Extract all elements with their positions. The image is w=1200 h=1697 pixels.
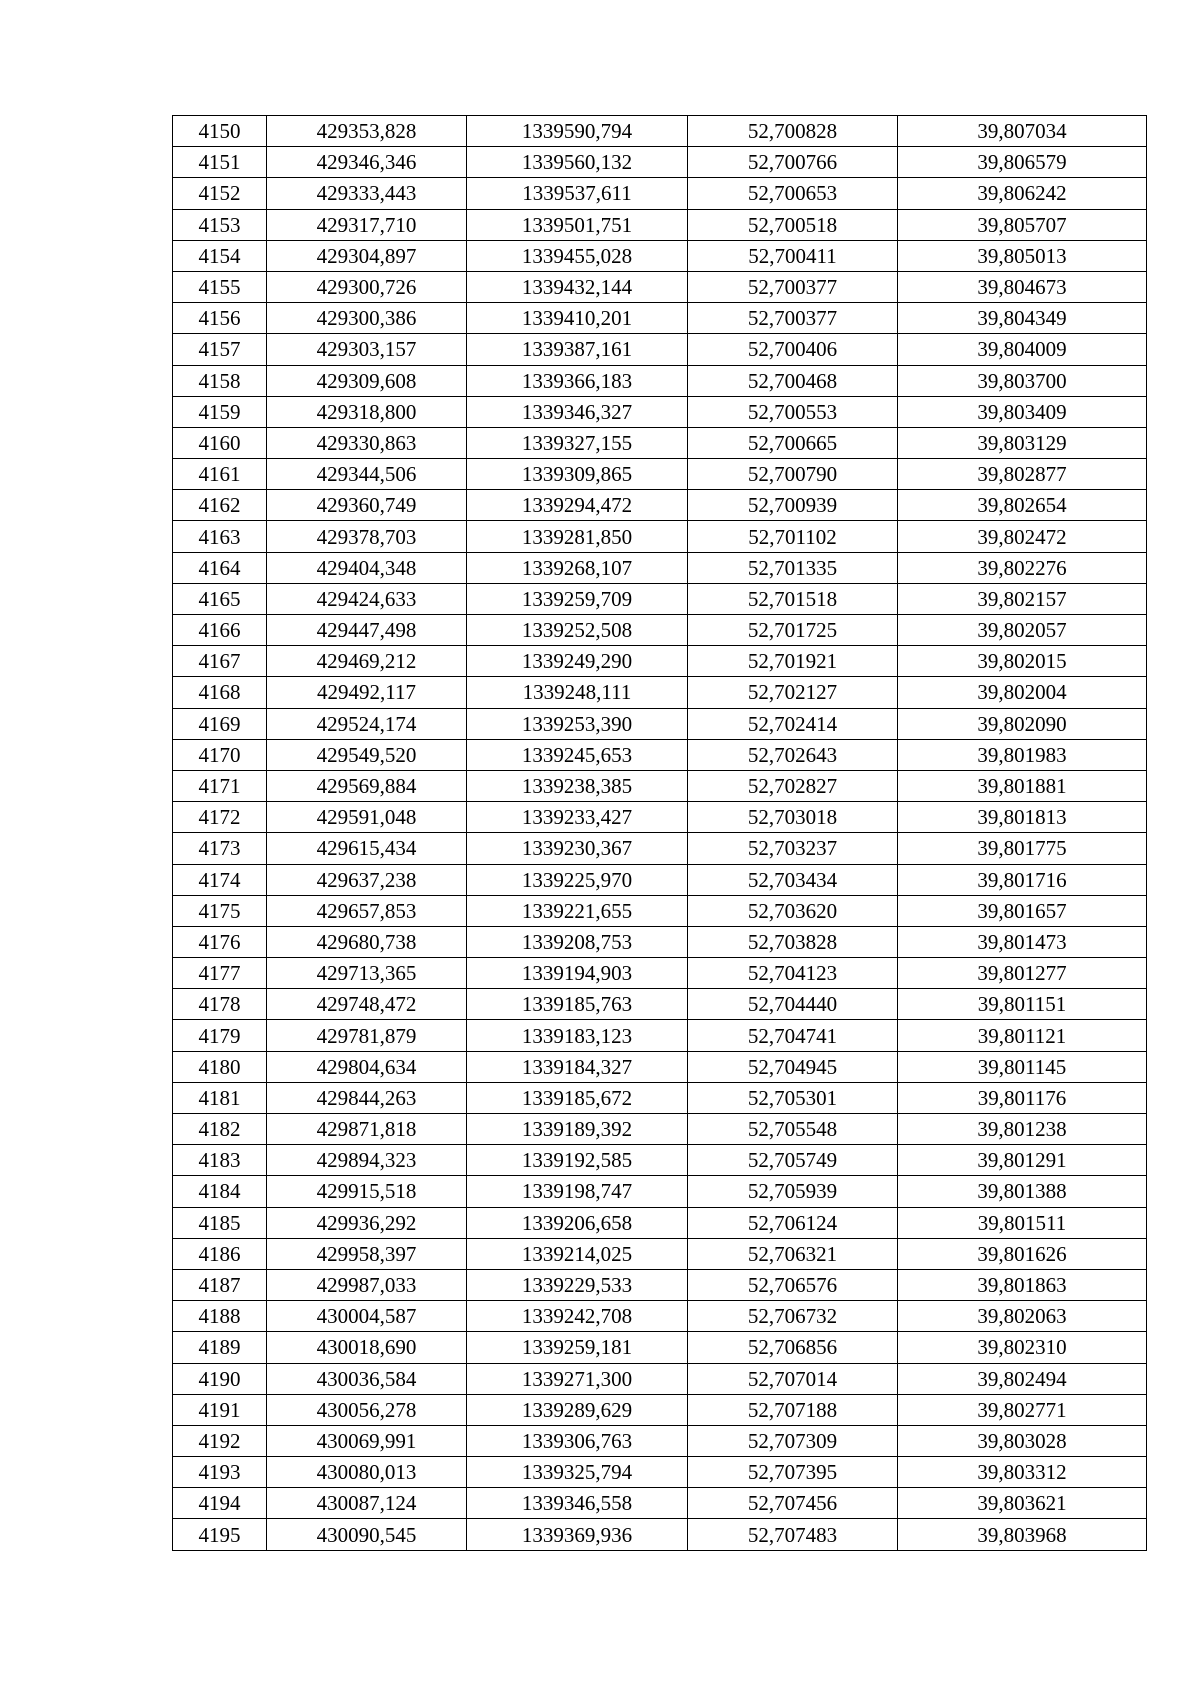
coordinates-table — [172, 115, 1147, 1551]
point-number-cell: 4163 — [173, 521, 267, 552]
y-coordinate-cell: 1339229,533 — [467, 1269, 688, 1300]
latitude-cell: 52,700377 — [688, 271, 898, 302]
table-row — [173, 116, 1147, 147]
latitude-cell: 52,705939 — [688, 1176, 898, 1207]
point-number-cell: 4188 — [173, 1301, 267, 1332]
longitude-cell: 39,802057 — [898, 615, 1147, 646]
x-coordinate-cell: 429615,434 — [267, 833, 467, 864]
point-number-cell: 4181 — [173, 1082, 267, 1113]
point-number-cell: 4165 — [173, 583, 267, 614]
table-row — [173, 1176, 1147, 1207]
latitude-cell: 52,700377 — [688, 303, 898, 334]
longitude-cell: 39,801863 — [898, 1269, 1147, 1300]
table-row — [173, 864, 1147, 895]
y-coordinate-cell: 1339289,629 — [467, 1394, 688, 1425]
point-number-cell: 4194 — [173, 1488, 267, 1519]
table-row — [173, 365, 1147, 396]
x-coordinate-cell: 429469,212 — [267, 646, 467, 677]
latitude-cell: 52,706732 — [688, 1301, 898, 1332]
table-row — [173, 1519, 1147, 1550]
y-coordinate-cell: 1339183,123 — [467, 1020, 688, 1051]
longitude-cell: 39,802004 — [898, 677, 1147, 708]
y-coordinate-cell: 1339259,181 — [467, 1332, 688, 1363]
latitude-cell: 52,703828 — [688, 926, 898, 957]
x-coordinate-cell: 429353,828 — [267, 116, 467, 147]
y-coordinate-cell: 1339206,658 — [467, 1207, 688, 1238]
x-coordinate-cell: 429404,348 — [267, 552, 467, 583]
y-coordinate-cell: 1339387,161 — [467, 334, 688, 365]
x-coordinate-cell: 429987,033 — [267, 1269, 467, 1300]
longitude-cell: 39,802090 — [898, 708, 1147, 739]
x-coordinate-cell: 429424,633 — [267, 583, 467, 614]
point-number-cell: 4174 — [173, 864, 267, 895]
latitude-cell: 52,707395 — [688, 1457, 898, 1488]
y-coordinate-cell: 1339259,709 — [467, 583, 688, 614]
point-number-cell: 4176 — [173, 926, 267, 957]
latitude-cell: 52,705548 — [688, 1114, 898, 1145]
longitude-cell: 39,803028 — [898, 1425, 1147, 1456]
y-coordinate-cell: 1339248,111 — [467, 677, 688, 708]
longitude-cell: 39,803312 — [898, 1457, 1147, 1488]
point-number-cell: 4167 — [173, 646, 267, 677]
point-number-cell: 4195 — [173, 1519, 267, 1550]
longitude-cell: 39,802310 — [898, 1332, 1147, 1363]
latitude-cell: 52,707188 — [688, 1394, 898, 1425]
point-number-cell: 4193 — [173, 1457, 267, 1488]
latitude-cell: 52,702127 — [688, 677, 898, 708]
point-number-cell: 4187 — [173, 1269, 267, 1300]
x-coordinate-cell: 429781,879 — [267, 1020, 467, 1051]
x-coordinate-cell: 429300,386 — [267, 303, 467, 334]
longitude-cell: 39,804349 — [898, 303, 1147, 334]
point-number-cell: 4191 — [173, 1394, 267, 1425]
x-coordinate-cell: 429318,800 — [267, 396, 467, 427]
x-coordinate-cell: 429333,443 — [267, 178, 467, 209]
x-coordinate-cell: 429378,703 — [267, 521, 467, 552]
longitude-cell: 39,803129 — [898, 427, 1147, 458]
x-coordinate-cell: 429680,738 — [267, 926, 467, 957]
longitude-cell: 39,801511 — [898, 1207, 1147, 1238]
table-row — [173, 958, 1147, 989]
longitude-cell: 39,801291 — [898, 1145, 1147, 1176]
x-coordinate-cell: 429524,174 — [267, 708, 467, 739]
y-coordinate-cell: 1339252,508 — [467, 615, 688, 646]
latitude-cell: 52,701335 — [688, 552, 898, 583]
latitude-cell: 52,705301 — [688, 1082, 898, 1113]
point-number-cell: 4154 — [173, 240, 267, 271]
x-coordinate-cell: 429936,292 — [267, 1207, 467, 1238]
latitude-cell: 52,704741 — [688, 1020, 898, 1051]
coordinates-table-body — [173, 116, 1147, 1551]
latitude-cell: 52,703620 — [688, 895, 898, 926]
table-row — [173, 739, 1147, 770]
longitude-cell: 39,802063 — [898, 1301, 1147, 1332]
longitude-cell: 39,806242 — [898, 178, 1147, 209]
table-row — [173, 240, 1147, 271]
x-coordinate-cell: 429894,323 — [267, 1145, 467, 1176]
y-coordinate-cell: 1339185,763 — [467, 989, 688, 1020]
x-coordinate-cell: 429804,634 — [267, 1051, 467, 1082]
table-row — [173, 646, 1147, 677]
x-coordinate-cell: 429657,853 — [267, 895, 467, 926]
point-number-cell: 4152 — [173, 178, 267, 209]
latitude-cell: 52,704123 — [688, 958, 898, 989]
table-row — [173, 802, 1147, 833]
point-number-cell: 4171 — [173, 770, 267, 801]
point-number-cell: 4179 — [173, 1020, 267, 1051]
point-number-cell: 4185 — [173, 1207, 267, 1238]
y-coordinate-cell: 1339214,025 — [467, 1238, 688, 1269]
x-coordinate-cell: 430036,584 — [267, 1363, 467, 1394]
longitude-cell: 39,801151 — [898, 989, 1147, 1020]
latitude-cell: 52,707483 — [688, 1519, 898, 1550]
table-row — [173, 552, 1147, 583]
x-coordinate-cell: 429303,157 — [267, 334, 467, 365]
table-row — [173, 895, 1147, 926]
y-coordinate-cell: 1339346,327 — [467, 396, 688, 427]
latitude-cell: 52,700406 — [688, 334, 898, 365]
latitude-cell: 52,701518 — [688, 583, 898, 614]
y-coordinate-cell: 1339281,850 — [467, 521, 688, 552]
latitude-cell: 52,702643 — [688, 739, 898, 770]
point-number-cell: 4170 — [173, 739, 267, 770]
table-row — [173, 708, 1147, 739]
document-page — [172, 115, 1146, 1551]
x-coordinate-cell: 430090,545 — [267, 1519, 467, 1550]
x-coordinate-cell: 430056,278 — [267, 1394, 467, 1425]
longitude-cell: 39,802877 — [898, 459, 1147, 490]
latitude-cell: 52,700468 — [688, 365, 898, 396]
latitude-cell: 52,705749 — [688, 1145, 898, 1176]
x-coordinate-cell: 429360,749 — [267, 490, 467, 521]
latitude-cell: 52,706576 — [688, 1269, 898, 1300]
y-coordinate-cell: 1339560,132 — [467, 147, 688, 178]
table-row — [173, 521, 1147, 552]
x-coordinate-cell: 429748,472 — [267, 989, 467, 1020]
longitude-cell: 39,801238 — [898, 1114, 1147, 1145]
table-row — [173, 1114, 1147, 1145]
point-number-cell: 4161 — [173, 459, 267, 490]
table-row — [173, 615, 1147, 646]
x-coordinate-cell: 429492,117 — [267, 677, 467, 708]
latitude-cell: 52,700411 — [688, 240, 898, 271]
point-number-cell: 4168 — [173, 677, 267, 708]
table-row — [173, 677, 1147, 708]
table-row — [173, 459, 1147, 490]
latitude-cell: 52,701921 — [688, 646, 898, 677]
x-coordinate-cell: 429915,518 — [267, 1176, 467, 1207]
longitude-cell: 39,802157 — [898, 583, 1147, 614]
point-number-cell: 4156 — [173, 303, 267, 334]
latitude-cell: 52,701102 — [688, 521, 898, 552]
point-number-cell: 4159 — [173, 396, 267, 427]
x-coordinate-cell: 430087,124 — [267, 1488, 467, 1519]
table-row — [173, 1363, 1147, 1394]
table-row — [173, 770, 1147, 801]
table-row — [173, 1488, 1147, 1519]
latitude-cell: 52,707014 — [688, 1363, 898, 1394]
longitude-cell: 39,802015 — [898, 646, 1147, 677]
longitude-cell: 39,801388 — [898, 1176, 1147, 1207]
point-number-cell: 4189 — [173, 1332, 267, 1363]
table-row — [173, 989, 1147, 1020]
x-coordinate-cell: 429317,710 — [267, 209, 467, 240]
y-coordinate-cell: 1339294,472 — [467, 490, 688, 521]
point-number-cell: 4153 — [173, 209, 267, 240]
x-coordinate-cell: 430004,587 — [267, 1301, 467, 1332]
point-number-cell: 4158 — [173, 365, 267, 396]
x-coordinate-cell: 429591,048 — [267, 802, 467, 833]
longitude-cell: 39,806579 — [898, 147, 1147, 178]
y-coordinate-cell: 1339192,585 — [467, 1145, 688, 1176]
x-coordinate-cell: 429549,520 — [267, 739, 467, 770]
longitude-cell: 39,801657 — [898, 895, 1147, 926]
latitude-cell: 52,703434 — [688, 864, 898, 895]
x-coordinate-cell: 429637,238 — [267, 864, 467, 895]
point-number-cell: 4166 — [173, 615, 267, 646]
longitude-cell: 39,803968 — [898, 1519, 1147, 1550]
table-row — [173, 1207, 1147, 1238]
point-number-cell: 4184 — [173, 1176, 267, 1207]
longitude-cell: 39,802654 — [898, 490, 1147, 521]
y-coordinate-cell: 1339537,611 — [467, 178, 688, 209]
latitude-cell: 52,706856 — [688, 1332, 898, 1363]
table-row — [173, 178, 1147, 209]
latitude-cell: 52,700653 — [688, 178, 898, 209]
table-row — [173, 1332, 1147, 1363]
table-row — [173, 1020, 1147, 1051]
y-coordinate-cell: 1339268,107 — [467, 552, 688, 583]
y-coordinate-cell: 1339369,936 — [467, 1519, 688, 1550]
table-row — [173, 1051, 1147, 1082]
x-coordinate-cell: 429871,818 — [267, 1114, 467, 1145]
point-number-cell: 4157 — [173, 334, 267, 365]
longitude-cell: 39,801881 — [898, 770, 1147, 801]
x-coordinate-cell: 429346,346 — [267, 147, 467, 178]
latitude-cell: 52,701725 — [688, 615, 898, 646]
longitude-cell: 39,805707 — [898, 209, 1147, 240]
y-coordinate-cell: 1339208,753 — [467, 926, 688, 957]
latitude-cell: 52,704945 — [688, 1051, 898, 1082]
x-coordinate-cell: 429958,397 — [267, 1238, 467, 1269]
longitude-cell: 39,801121 — [898, 1020, 1147, 1051]
y-coordinate-cell: 1339325,794 — [467, 1457, 688, 1488]
table-row — [173, 490, 1147, 521]
table-row — [173, 1394, 1147, 1425]
x-coordinate-cell: 429330,863 — [267, 427, 467, 458]
table-row — [173, 427, 1147, 458]
y-coordinate-cell: 1339184,327 — [467, 1051, 688, 1082]
table-row — [173, 303, 1147, 334]
longitude-cell: 39,807034 — [898, 116, 1147, 147]
latitude-cell: 52,702827 — [688, 770, 898, 801]
latitude-cell: 52,707456 — [688, 1488, 898, 1519]
latitude-cell: 52,703018 — [688, 802, 898, 833]
table-row — [173, 1269, 1147, 1300]
x-coordinate-cell: 430018,690 — [267, 1332, 467, 1363]
longitude-cell: 39,801145 — [898, 1051, 1147, 1082]
longitude-cell: 39,802494 — [898, 1363, 1147, 1394]
x-coordinate-cell: 429713,365 — [267, 958, 467, 989]
y-coordinate-cell: 1339198,747 — [467, 1176, 688, 1207]
longitude-cell: 39,803409 — [898, 396, 1147, 427]
latitude-cell: 52,706124 — [688, 1207, 898, 1238]
y-coordinate-cell: 1339346,558 — [467, 1488, 688, 1519]
y-coordinate-cell: 1339221,655 — [467, 895, 688, 926]
x-coordinate-cell: 429569,884 — [267, 770, 467, 801]
longitude-cell: 39,802771 — [898, 1394, 1147, 1425]
x-coordinate-cell: 429344,506 — [267, 459, 467, 490]
x-coordinate-cell: 429300,726 — [267, 271, 467, 302]
y-coordinate-cell: 1339189,392 — [467, 1114, 688, 1145]
point-number-cell: 4190 — [173, 1363, 267, 1394]
table-row — [173, 147, 1147, 178]
point-number-cell: 4178 — [173, 989, 267, 1020]
latitude-cell: 52,700828 — [688, 116, 898, 147]
latitude-cell: 52,704440 — [688, 989, 898, 1020]
latitude-cell: 52,700766 — [688, 147, 898, 178]
point-number-cell: 4150 — [173, 116, 267, 147]
point-number-cell: 4180 — [173, 1051, 267, 1082]
longitude-cell: 39,801473 — [898, 926, 1147, 957]
latitude-cell: 52,700553 — [688, 396, 898, 427]
table-row — [173, 1082, 1147, 1113]
y-coordinate-cell: 1339590,794 — [467, 116, 688, 147]
y-coordinate-cell: 1339230,367 — [467, 833, 688, 864]
point-number-cell: 4186 — [173, 1238, 267, 1269]
point-number-cell: 4192 — [173, 1425, 267, 1456]
point-number-cell: 4162 — [173, 490, 267, 521]
point-number-cell: 4151 — [173, 147, 267, 178]
point-number-cell: 4175 — [173, 895, 267, 926]
point-number-cell: 4160 — [173, 427, 267, 458]
latitude-cell: 52,700939 — [688, 490, 898, 521]
point-number-cell: 4173 — [173, 833, 267, 864]
y-coordinate-cell: 1339327,155 — [467, 427, 688, 458]
latitude-cell: 52,703237 — [688, 833, 898, 864]
table-row — [173, 1145, 1147, 1176]
y-coordinate-cell: 1339455,028 — [467, 240, 688, 271]
y-coordinate-cell: 1339432,144 — [467, 271, 688, 302]
longitude-cell: 39,801983 — [898, 739, 1147, 770]
table-row — [173, 396, 1147, 427]
longitude-cell: 39,803700 — [898, 365, 1147, 396]
point-number-cell: 4169 — [173, 708, 267, 739]
y-coordinate-cell: 1339501,751 — [467, 209, 688, 240]
latitude-cell: 52,700518 — [688, 209, 898, 240]
point-number-cell: 4182 — [173, 1114, 267, 1145]
point-number-cell: 4183 — [173, 1145, 267, 1176]
longitude-cell: 39,801176 — [898, 1082, 1147, 1113]
y-coordinate-cell: 1339253,390 — [467, 708, 688, 739]
y-coordinate-cell: 1339225,970 — [467, 864, 688, 895]
longitude-cell: 39,802472 — [898, 521, 1147, 552]
x-coordinate-cell: 429309,608 — [267, 365, 467, 396]
point-number-cell: 4177 — [173, 958, 267, 989]
longitude-cell: 39,804009 — [898, 334, 1147, 365]
latitude-cell: 52,700790 — [688, 459, 898, 490]
x-coordinate-cell: 429844,263 — [267, 1082, 467, 1113]
y-coordinate-cell: 1339306,763 — [467, 1425, 688, 1456]
x-coordinate-cell: 429447,498 — [267, 615, 467, 646]
table-row — [173, 1301, 1147, 1332]
longitude-cell: 39,802276 — [898, 552, 1147, 583]
longitude-cell: 39,801626 — [898, 1238, 1147, 1269]
y-coordinate-cell: 1339233,427 — [467, 802, 688, 833]
x-coordinate-cell: 430069,991 — [267, 1425, 467, 1456]
longitude-cell: 39,805013 — [898, 240, 1147, 271]
table-row — [173, 271, 1147, 302]
y-coordinate-cell: 1339249,290 — [467, 646, 688, 677]
table-row — [173, 209, 1147, 240]
y-coordinate-cell: 1339410,201 — [467, 303, 688, 334]
point-number-cell: 4164 — [173, 552, 267, 583]
x-coordinate-cell: 430080,013 — [267, 1457, 467, 1488]
table-row — [173, 1457, 1147, 1488]
table-row — [173, 926, 1147, 957]
y-coordinate-cell: 1339242,708 — [467, 1301, 688, 1332]
longitude-cell: 39,804673 — [898, 271, 1147, 302]
table-row — [173, 334, 1147, 365]
longitude-cell: 39,801813 — [898, 802, 1147, 833]
y-coordinate-cell: 1339238,385 — [467, 770, 688, 801]
x-coordinate-cell: 429304,897 — [267, 240, 467, 271]
latitude-cell: 52,706321 — [688, 1238, 898, 1269]
table-row — [173, 1238, 1147, 1269]
y-coordinate-cell: 1339366,183 — [467, 365, 688, 396]
y-coordinate-cell: 1339271,300 — [467, 1363, 688, 1394]
longitude-cell: 39,801277 — [898, 958, 1147, 989]
longitude-cell: 39,801775 — [898, 833, 1147, 864]
table-row — [173, 833, 1147, 864]
table-row — [173, 583, 1147, 614]
latitude-cell: 52,702414 — [688, 708, 898, 739]
y-coordinate-cell: 1339185,672 — [467, 1082, 688, 1113]
y-coordinate-cell: 1339245,653 — [467, 739, 688, 770]
longitude-cell: 39,801716 — [898, 864, 1147, 895]
latitude-cell: 52,707309 — [688, 1425, 898, 1456]
latitude-cell: 52,700665 — [688, 427, 898, 458]
point-number-cell: 4155 — [173, 271, 267, 302]
y-coordinate-cell: 1339194,903 — [467, 958, 688, 989]
longitude-cell: 39,803621 — [898, 1488, 1147, 1519]
y-coordinate-cell: 1339309,865 — [467, 459, 688, 490]
table-row — [173, 1425, 1147, 1456]
point-number-cell: 4172 — [173, 802, 267, 833]
